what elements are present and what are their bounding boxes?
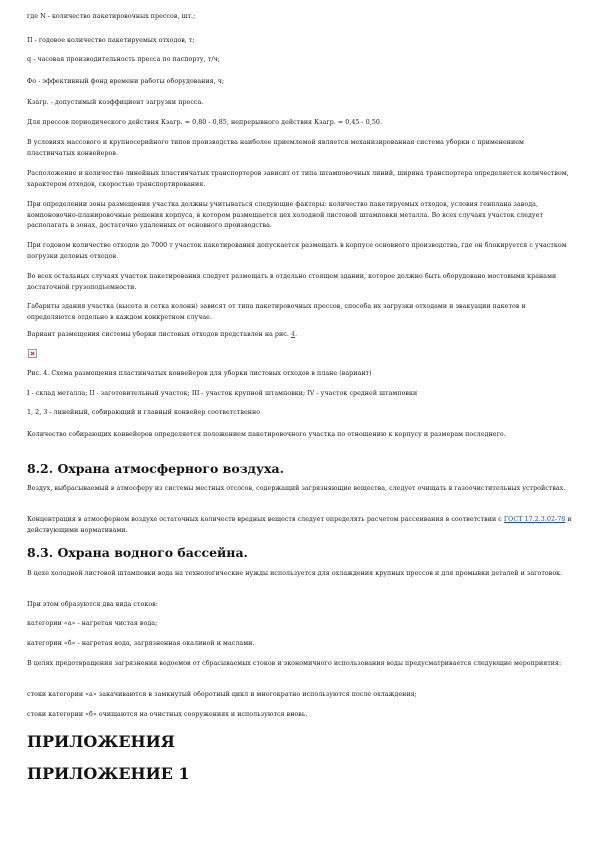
gost-reference-end: и действующими нормативами. bbox=[27, 516, 572, 534]
text-paragraph: Расположение и количество линейных пластинчатых транспортеров зависит от типа штамповочных линий, ширина транспортера определяется количеством, характером отходов, скоростью транспортирования. bbox=[27, 170, 569, 188]
text-paragraph: стоки категории «б» очищаются на очистных сооружениях и используются вновь. bbox=[27, 711, 308, 718]
section-heading-water: 8.3. Охрана водного бассейна. bbox=[27, 545, 248, 560]
figure-reference-paragraph bbox=[27, 330, 572, 341]
text-paragraph: При этом образуются два вида стоков: bbox=[27, 601, 158, 608]
text-paragraph: Количество собирающих конвейеров определяется положением пакетировочного участка по отношению к корпусу и размерам последнего. bbox=[27, 431, 506, 438]
text-paragraph: где N - количество пакетировочных прессов, шт.; bbox=[27, 13, 196, 20]
text-paragraph: Воздух, выбрасываемый в атмосферу из системы местных отсосов, содержащий загрязняющие вещества, следует очищать в газоочистительных устройствах. bbox=[27, 485, 566, 492]
appendices-heading: ПРИЛОЖЕНИЯ bbox=[27, 732, 175, 751]
text-paragraph: Фо - эффективный фонд времени работы оборудования, ч; bbox=[27, 78, 225, 85]
broken-image-icon bbox=[28, 349, 37, 358]
text-paragraph: При годовом количестве отходов до 7000 т участок пакетирования допускается размещать в корпусе основного производства, где он блокируется с участком погрузки деловых отходов. bbox=[27, 242, 567, 260]
text-paragraph: Габариты здания участка (высота и сетка колонн) зависят от типа пакетировочных прессов, способа их загрузки отходами и эвакуации пакетов и определяются отдельно в каждом конкретном случае. bbox=[27, 303, 526, 321]
text-paragraph: В целях предотвращения загрязнения водоемов от сбрасываемых стоков и экономичного использования воды предусматривается следующие мероприятия: bbox=[27, 660, 562, 667]
figure-4-link[interactable]: 4 bbox=[290, 331, 295, 338]
text-paragraph: При определении зоны размещения участка должны учитываться следующие факторы: количество пакетируемых отходов, условия генплана завода, компоновочно-планировочные решения корпуса, в котором размещается цех холодной листовой штамповки металла. Во всех случаях участок следует располагать в зонах, достаточно удаленных от основного производства. bbox=[27, 201, 543, 229]
text-paragraph: Кзагр. - допустимый коэффициент загрузки пресса. bbox=[27, 99, 204, 106]
text-paragraph: q - часовая производительность пресса по паспорту, т/ч; bbox=[27, 56, 220, 63]
text-paragraph: Во всех остальных случаях участок пакетирования следует размещать в отдельно стоящем здании, которое должно быть оборудовано мостовыми кранами достаточной грузоподъемности. bbox=[27, 273, 557, 291]
text-paragraph: категории «а» - нагретая чистая вода; bbox=[27, 620, 158, 627]
text-paragraph: В условиях массового и крупносерийного типов производства наиболее приемлемой является механизированная система уборки с применением пластинчатых конвейеров. bbox=[27, 139, 524, 157]
text-paragraph: П - годовое количество пакетируемых отходов, т; bbox=[27, 37, 195, 44]
text-paragraph: категории «б» - нагретая вода, загрязненная окалиной и маслами. bbox=[27, 640, 255, 647]
gost-17-2-3-02-78-link[interactable]: ГОСТ 17.2.3.02-78 bbox=[503, 516, 566, 523]
figure-legend: I - склад металла; II - заготовительный участок; III - участок крупной штамповки; IV - участок средней штамповки bbox=[27, 390, 418, 397]
figure-reference-end: . bbox=[295, 331, 298, 338]
text-paragraph: В цехе холодной листовой штамповки вода на технологические нужды используется для охлаждения крупных прессов и для промывки деталей и заготовок. bbox=[27, 570, 563, 577]
appendix-1-heading: ПРИЛОЖЕНИЕ 1 bbox=[27, 764, 190, 783]
text-paragraph: Для прессов периодического действия Кзагр. = 0,80 - 0,85, непрерывного действия Кзагр. = 0,45 - 0,50. bbox=[27, 119, 383, 126]
gost-reference-paragraph bbox=[27, 515, 572, 536]
section-heading-air: 8.2. Охрана атмосферного воздуха. bbox=[27, 461, 284, 476]
figure-reference-text: Вариант размещения системы уборки листовых отходов представлен на рис. bbox=[27, 331, 291, 338]
figure-caption: Рис. 4. Схема размещения пластинчатых конвейеров для уборки листовых отходов в плане (вариант) bbox=[27, 370, 372, 377]
gost-reference-text: Концентрация в атмосферном воздухе остаточных количеств вредных веществ следует определять расчетом рассеивания в соответствии с bbox=[27, 516, 504, 523]
text-paragraph: стоки категории «а» закачиваются в замкнутый оборотный цикл и многократно используются после охлаждения; bbox=[27, 691, 417, 698]
figure-legend: 1, 2, 3 - линейный, собирающий и главный конвейер соответственно bbox=[27, 409, 261, 416]
